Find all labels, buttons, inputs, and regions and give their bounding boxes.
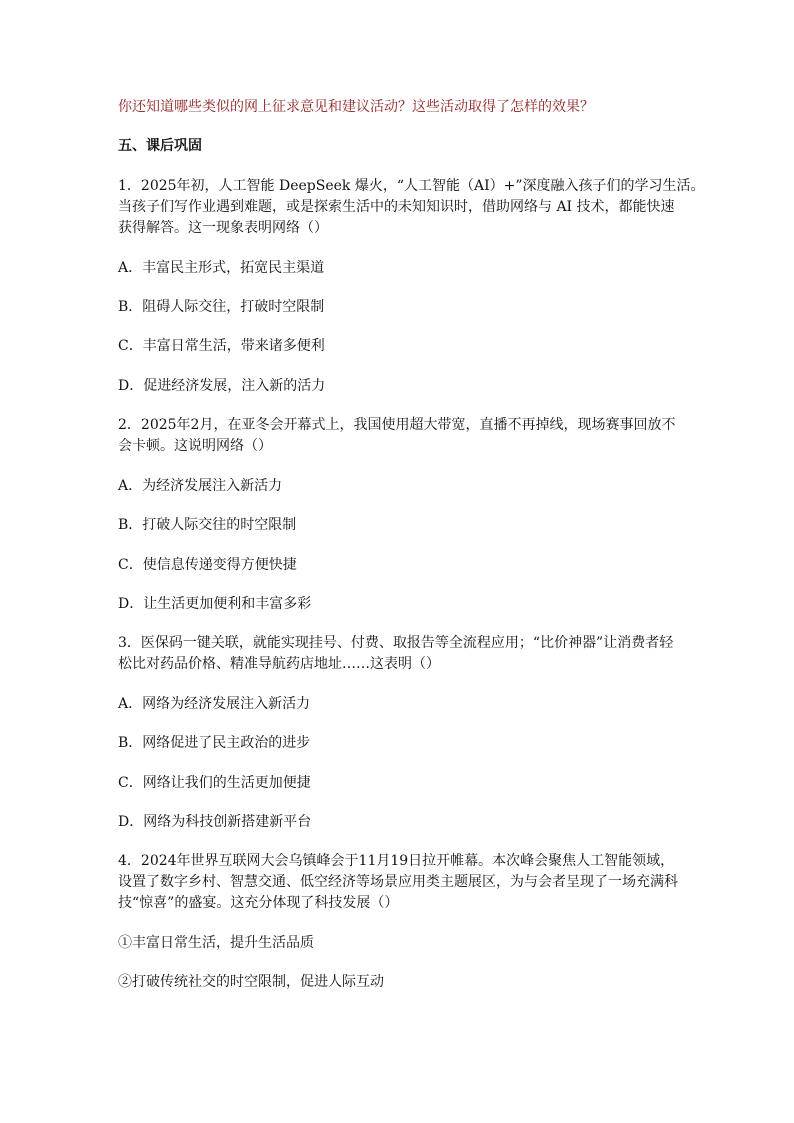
question-stem-line: 技“惊喜”的盛宴。这充分体现了科技发展（） [118, 895, 399, 911]
option-d: D．网络为科技创新搭建新平台 [118, 814, 312, 830]
option-c: C．丰富日常生活，带来诸多便利 [118, 338, 325, 354]
option-b: B．阻碍人际交往，打破时空限制 [118, 299, 325, 315]
option-2: ②打破传统社交的时空限制，促进人际互动 [118, 974, 384, 990]
question-stem-line: 当孩子们写作业遇到难题，或是探索生活中的未知知识时，借助网络与 AI 技术，都能快速 [118, 199, 675, 215]
option-c: C．网络让我们的生活更加便捷 [118, 775, 311, 791]
option-a: A．为经济发展注入新活力 [118, 478, 283, 494]
option-d: D．让生活更加便利和丰富多彩 [118, 596, 312, 612]
question-stem-line: 设置了数字乡村、智慧交通、低空经济等场景应用类主题展区，为与会者呈现了一场充满科 [118, 874, 678, 890]
option-1: ①丰富日常生活，提升生活品质 [118, 935, 314, 951]
question-stem-line: 1．2025年初，人工智能 DeepSeek 爆火，“人工智能（AI）+”深度融入孩子们的学习生活。 [118, 178, 705, 194]
question-stem-line: 2．2025年2月，在亚冬会开幕式上，我国使用超大带宽，直播不再掉线，现场赛事回放不 [118, 417, 676, 433]
option-b: B．打破人际交往的时空限制 [118, 517, 297, 533]
question-stem-line: 松比对药品价格、精准导航药店地址……这表明（） [118, 656, 440, 672]
question-stem-line: 3．医保码一键关联，就能实现挂号、付费、取报告等全流程应用；“比价神器”让消费者轻 [118, 635, 674, 651]
question-stem-line: 会卡顿。这说明网络（） [118, 438, 272, 454]
intro-question: 你还知道哪些类似的网上征求意见和建议活动？这些活动取得了怎样的效果？ [118, 99, 594, 115]
option-a: A．丰富民主形式，拓宽民主渠道 [118, 260, 325, 276]
question-stem-line: 4．2024年世界互联网大会乌镇峰会于11月19日拉开帷幕。本次峰会聚焦人工智能领域， [118, 853, 675, 869]
option-b: B．网络促进了民主政治的进步 [118, 735, 311, 751]
section-heading: 五、课后巩固 [118, 138, 202, 154]
option-a: A．网络为经济发展注入新活力 [118, 696, 311, 712]
option-c: C．使信息传递变得方便快捷 [118, 557, 297, 573]
question-stem-line: 获得解答。这一现象表明网络（） [118, 220, 328, 236]
option-d: D．促进经济发展，注入新的活力 [118, 378, 326, 394]
